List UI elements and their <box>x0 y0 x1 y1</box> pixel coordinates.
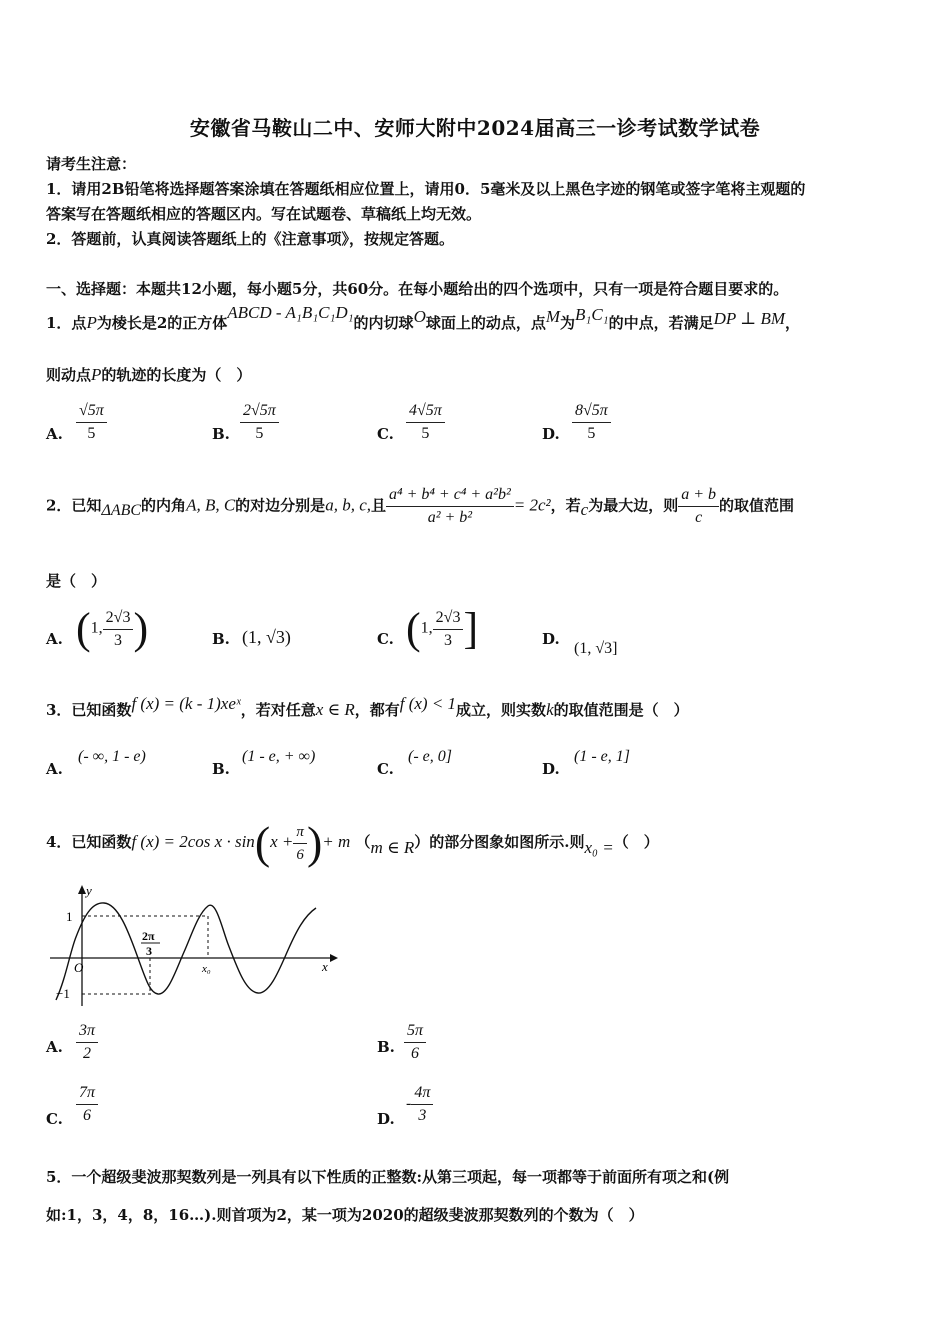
q1-text: ， <box>785 314 801 332</box>
sphere-center-o: O <box>413 307 426 326</box>
question-5-line-2: 如:1，3，4，8，16…).则首项为2，某一项为2020的超级斐波那契数列的个数为（ ） <box>46 1206 644 1224</box>
q1-text: 的轨迹的长度为（ ） <box>101 366 252 384</box>
q2-text: 的对边分别是 <box>235 496 326 515</box>
q2-option-a-label[interactable]: A. <box>46 630 63 648</box>
q1-option-a-value[interactable] <box>76 400 107 445</box>
q2-option-d-label[interactable]: D. <box>542 630 560 648</box>
question-2-stem-line-2: 是（ ） <box>46 572 107 590</box>
q1-option-b-label[interactable]: B. <box>212 425 230 443</box>
sine-graph <box>46 882 346 1010</box>
q4-text: （ ） <box>613 833 659 851</box>
perpendicular-condition: DP ⊥ BM <box>713 309 785 328</box>
open-bracket: ( <box>76 604 91 653</box>
q1-option-a-label[interactable]: A. <box>46 425 63 443</box>
q3-text: ，都有 <box>354 701 400 719</box>
fraction-denominator: 5 <box>87 425 96 442</box>
fraction-numerator: 4π <box>411 1082 433 1105</box>
q2-option-b-value[interactable]: (1, √3) <box>242 627 291 647</box>
exam-title: 安徽省马鞍山二中、安师大附中2024届高三一诊考试数学试卷 <box>189 116 761 140</box>
cube-name: ABCD - A₁B₁C₁D₁ <box>227 303 354 322</box>
edge-b1c1: B₁C₁ <box>575 305 609 324</box>
q1-option-d-label[interactable]: D. <box>542 425 560 443</box>
mark-2pi-numerator: 2π <box>142 929 155 943</box>
open-paren: ( <box>254 817 271 868</box>
x0-equals: x₀ = <box>584 838 614 857</box>
argument-left: x + <box>270 832 294 851</box>
notice-item-1-line-2: 答案写在答题纸相应的答题区内。写在试题卷、草稿纸上均无效。 <box>46 205 482 223</box>
fraction-numerator: 7π <box>76 1082 98 1105</box>
triangle-abc: ΔABC <box>101 501 142 519</box>
fraction-numerator: π <box>293 821 307 844</box>
q1-text: 球面上的动点，点 <box>425 314 546 332</box>
side-c: c <box>580 499 589 519</box>
close-bracket: ) <box>133 604 149 653</box>
q3-option-b-label[interactable]: B. <box>212 760 230 778</box>
question-2-stem <box>46 484 794 529</box>
x-axis-label: x <box>322 959 328 974</box>
q2-option-a-value[interactable] <box>76 604 148 654</box>
q3-option-c-label[interactable]: C. <box>377 760 394 778</box>
q3-text: ，若对任意 <box>240 701 316 719</box>
q1-text: 的中点，若满足 <box>608 314 714 332</box>
q3-option-d-value[interactable]: (1 - e, 1] <box>574 748 630 765</box>
notice-item-1-line-1: 1．请用2B铅笔将选择题答案涂填在答题纸相应位置上，请用0．5毫米及以上黑色字迹的钢笔或签字笔将主观题的 <box>46 180 806 198</box>
q3-text: 3．已知函数 <box>46 701 132 719</box>
fraction-denominator: 6 <box>83 1107 91 1124</box>
point-p: P <box>91 365 102 384</box>
q1-text: 则动点 <box>46 366 92 384</box>
fraction-denominator: 6 <box>296 846 304 863</box>
fraction-numerator: 4√5π <box>406 400 445 423</box>
q2-text: 且 <box>370 496 386 515</box>
question-5-line-1: 5．一个超级斐波那契数列是一列具有以下性质的正整数:从第三项起，每一项都等于前面所有项之和(例 <box>46 1168 730 1186</box>
q3-option-a-label[interactable]: A. <box>46 760 63 778</box>
q4-option-b-value[interactable] <box>404 1020 426 1065</box>
fraction-numerator: 2√3 <box>433 607 464 630</box>
q2-option-d-value[interactable]: (1, √3] <box>574 640 618 657</box>
fraction-denominator: 2 <box>83 1045 91 1062</box>
q1-text: 的内切球 <box>353 314 414 332</box>
inequality: f (x) < 1 <box>399 694 457 713</box>
q2-text: 的取值范围 <box>719 496 795 515</box>
question-3-stem <box>46 694 689 720</box>
q4-text: （ <box>355 833 371 851</box>
fraction-denominator: 5 <box>587 425 596 442</box>
fraction-numerator: a + b <box>678 484 719 507</box>
q1-option-b-value[interactable] <box>240 400 279 445</box>
question-4-stem <box>46 817 659 868</box>
origin-label: O <box>74 960 84 975</box>
q2-option-c-value[interactable] <box>406 604 478 654</box>
point-p: P <box>86 313 97 332</box>
q4-option-d-value[interactable] <box>406 1082 433 1127</box>
ratio-fraction <box>678 484 719 529</box>
mark-2pi-denominator: 3 <box>146 944 152 958</box>
fraction-denominator: 3 <box>444 631 453 649</box>
notice-item-2: 2．答题前，认真阅读答题纸上的《注意事项》，按规定答题。 <box>46 230 454 248</box>
q1-text: 为棱长是2的正方体 <box>96 314 228 332</box>
minus-sign: - <box>406 1095 412 1113</box>
equation-rhs: = 2c² <box>513 495 551 515</box>
fraction-numerator: 3π <box>76 1020 98 1043</box>
q4-option-b-label[interactable]: B. <box>377 1038 395 1056</box>
q2-text: 为最大边，则 <box>588 496 679 515</box>
fraction-denominator: c <box>695 509 703 526</box>
question-1-stem-line-2 <box>46 364 251 385</box>
q2-text: ，若 <box>550 496 581 515</box>
fraction-denominator: 6 <box>411 1045 419 1062</box>
fraction-numerator: 8√5π <box>572 400 611 423</box>
open-bracket: ( <box>406 604 421 653</box>
sine-curve <box>56 903 316 1000</box>
q3-option-b-value[interactable]: (1 - e, + ∞) <box>242 748 316 765</box>
fraction-numerator: 2√5π <box>240 400 279 423</box>
interval-left: 1, <box>420 619 433 637</box>
q1-text: 为 <box>560 314 576 332</box>
close-bracket: ] <box>463 604 479 653</box>
q4-option-c-label[interactable]: C. <box>46 1110 63 1128</box>
q4-text: 4．已知函数 <box>46 833 132 851</box>
q3-text: 成立，则实数 <box>456 701 547 719</box>
sides-abc: a, b, c, <box>325 495 371 515</box>
q4-text: ）的部分图象如图所示.则 <box>414 833 585 851</box>
x-axis-arrow-icon <box>330 954 338 962</box>
q1-text: 1．点 <box>46 314 87 332</box>
q4-option-a-value[interactable] <box>76 1020 98 1065</box>
domain-x: x ∈ R <box>315 700 355 719</box>
angles-abc: A, B, C <box>186 495 236 515</box>
fraction-numerator: a⁴ + b⁴ + c⁴ + a²b² <box>386 484 514 507</box>
close-paren: ) <box>306 817 323 868</box>
q4-option-a-label[interactable]: A. <box>46 1038 63 1056</box>
condition-fraction <box>386 484 514 529</box>
notice-heading: 请考生注意： <box>46 155 137 173</box>
q4-option-c-value[interactable] <box>76 1082 98 1127</box>
q3-option-c-value[interactable]: (- e, 0] <box>408 748 452 765</box>
tick-label-neg-1: −1 <box>56 986 70 1001</box>
fraction-denominator: 3 <box>418 1107 427 1124</box>
q1-option-d-value[interactable] <box>572 400 611 445</box>
variable-k: k <box>546 700 554 719</box>
q3-option-a-value[interactable]: (- ∞, 1 - e) <box>78 748 146 765</box>
function-f: f (x) = 2cos x · sin <box>131 832 255 851</box>
q2-option-c-label[interactable]: C. <box>377 630 394 648</box>
function-f: f (x) = (k - 1)xeˣ <box>131 694 241 713</box>
mark-x0: x₀ <box>202 963 211 975</box>
q3-option-d-label[interactable]: D. <box>542 760 560 778</box>
q4-option-d-label[interactable]: D. <box>377 1110 395 1128</box>
fraction-numerator: 5π <box>404 1020 426 1043</box>
q2-text: 的内角 <box>141 496 187 515</box>
fraction-denominator: 5 <box>255 425 264 442</box>
fraction-numerator: √5π <box>76 400 107 423</box>
m-in-r: m ∈ R <box>370 838 415 857</box>
interval-left: 1, <box>90 619 103 637</box>
q1-option-c-value[interactable] <box>406 400 445 445</box>
q2-option-b-label[interactable]: B. <box>212 630 230 648</box>
y-axis-label: y <box>86 883 92 898</box>
q2-text: 2．已知 <box>46 496 102 515</box>
fraction-denominator: a² + b² <box>427 509 473 526</box>
point-m: M <box>545 307 561 326</box>
tick-label-1: 1 <box>66 909 73 924</box>
y-axis-arrow-icon <box>78 885 86 894</box>
section-1-heading: 一、选择题：本题共12小题，每小题5分，共60分。在每小题给出的四个选项中，只有一项是符合题目要求的。 <box>46 280 789 298</box>
fraction-denominator: 5 <box>421 425 430 442</box>
q3-text: 的取值范围是（ ） <box>553 701 689 719</box>
fraction-denominator: 3 <box>114 631 123 649</box>
q1-option-c-label[interactable]: C. <box>377 425 394 443</box>
plus-m: + m <box>322 832 351 851</box>
fraction-numerator: 2√3 <box>103 607 134 630</box>
question-1-stem <box>46 303 801 333</box>
